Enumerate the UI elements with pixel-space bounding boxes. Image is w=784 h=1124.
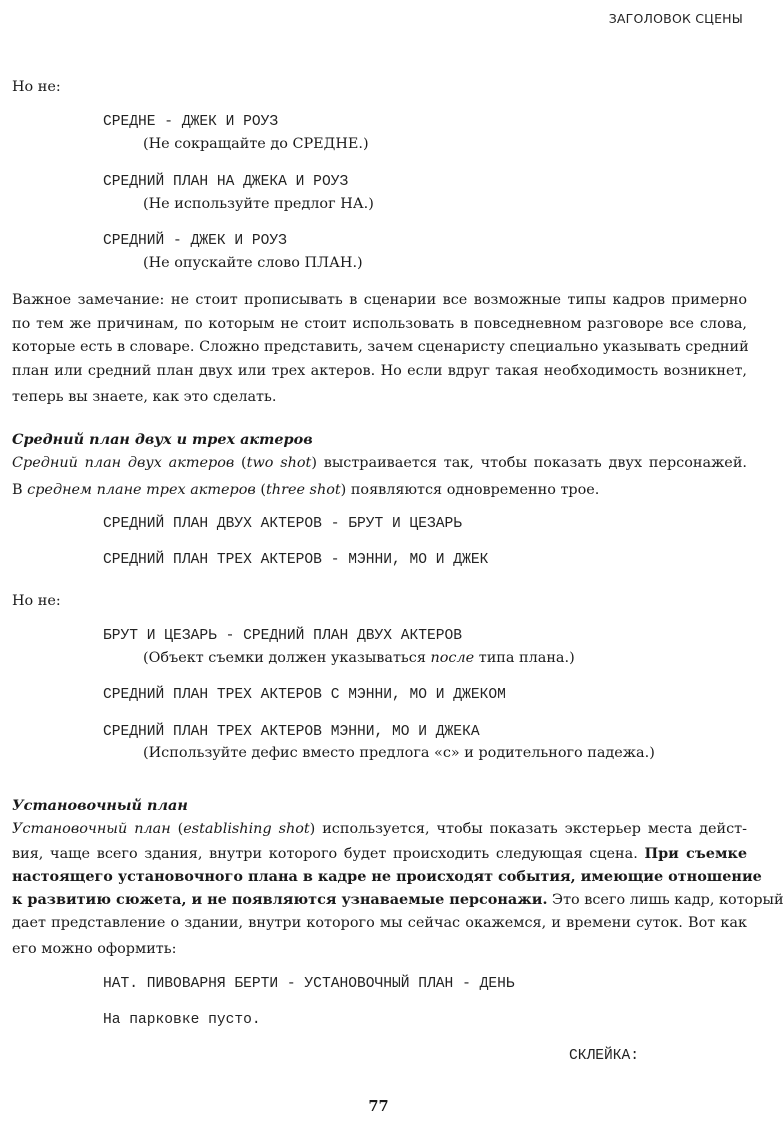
example-code: СРЕДНИЙ - ДЖЕК И РОУЗ	[103, 233, 287, 249]
paragraph-line	[12, 891, 784, 908]
paragraph-line	[12, 455, 747, 471]
example-note: (Используйте дефис вместо предлога «с» и родительного падежа.)	[143, 745, 655, 761]
english-term: establishing shot	[183, 821, 310, 837]
section-heading: Установочный план	[12, 797, 188, 814]
example-code: СРЕДНИЙ ПЛАН ТРЕХ АКТЕРОВ С МЭННИ, МО И ДЖЕКОМ	[103, 687, 506, 703]
example-code: СРЕДНЕ - ДЖЕК И РОУЗ	[103, 114, 279, 130]
paragraph-line: по тем же причинам, по которым не стоит использовать в повседневном разговоре все слова,	[12, 316, 747, 332]
text: Это всего лишь кадр, который	[547, 892, 784, 908]
example-code: СРЕДНИЙ ПЛАН ТРЕХ АКТЕРОВ МЭННИ, МО И ДЖЕКА	[103, 724, 480, 740]
but-not-label: Но не:	[12, 593, 61, 609]
example-note: (Не сокращайте до СРЕДНЕ.)	[143, 136, 369, 152]
text: (	[255, 482, 267, 498]
paragraph-line: теперь вы знаете, как это сделать.	[12, 389, 277, 405]
paragraph-line	[12, 821, 747, 837]
bold-text: При съемке	[644, 845, 747, 862]
text: типа плана.)	[474, 650, 575, 666]
emphasis: после	[430, 650, 475, 666]
english-term: two shot	[246, 455, 312, 471]
but-not-label: Но не:	[12, 79, 61, 95]
running-head: ЗАГОЛОВОК СЦЕНЫ	[608, 11, 743, 26]
example-code: СРЕДНИЙ ПЛАН ТРЕХ АКТЕРОВ - МЭННИ, МО И ДЖЕК	[103, 552, 489, 568]
example-note: (Не опускайте слово ПЛАН.)	[143, 255, 363, 271]
bold-text: настоящего установочного плана в кадре не происходят события, имеющие отношение	[12, 868, 762, 885]
section-heading: Средний план двух и трех актеров	[12, 431, 313, 448]
paragraph-line: которые есть в словаре. Сложно представить, зачем сценаристу специально указывать средний	[12, 339, 749, 355]
paragraph-line: Важное замечание: не стоит прописывать в сценарии все возможные типы кадров примерно	[12, 292, 747, 308]
english-term: three shot	[266, 482, 341, 498]
paragraph-line	[12, 868, 762, 885]
text: ) выстраивается так, чтобы показать двух персонажей.	[311, 455, 747, 471]
paragraph-line: план или средний план двух или трех актеров. Но если вдруг такая необходимость возникнет,	[12, 363, 747, 379]
page-number: 77	[368, 1098, 389, 1115]
example-code: БРУТ И ЦЕЗАРЬ - СРЕДНИЙ ПЛАН ДВУХ АКТЕРОВ	[103, 628, 463, 644]
example-note	[143, 650, 575, 666]
text: (Объект съемки должен указываться	[143, 650, 431, 666]
term: среднем плане трех актеров	[27, 482, 256, 498]
text: (	[170, 821, 184, 837]
text: вия, чаще всего здания, внутри которого будет происходить следующая сцена.	[12, 846, 645, 862]
bold-text: к развитию сюжета, и не появляются узнаваемые персонажи.	[12, 891, 548, 908]
script-transition: СКЛЕЙКА:	[569, 1048, 640, 1064]
text: ) появляются одновременно трое.	[340, 482, 600, 498]
paragraph-line	[12, 845, 747, 862]
script-scene-heading: НАТ. ПИВОВАРНЯ БЕРТИ - УСТАНОВОЧНЫЙ ПЛАН - ДЕНЬ	[103, 976, 515, 992]
paragraph-line: дает представление о здании, внутри которого мы сейчас окажемся, и времени суток. Вот как	[12, 915, 747, 931]
text: В	[12, 482, 28, 498]
text: ) используется, чтобы показать экстерьер места дейст-	[309, 821, 747, 837]
paragraph-line: его можно оформить:	[12, 941, 177, 957]
script-action: На парковке пусто.	[103, 1012, 261, 1028]
example-code: СРЕДНИЙ ПЛАН ДВУХ АКТЕРОВ - БРУТ И ЦЕЗАРЬ	[103, 516, 463, 532]
paragraph-line	[12, 479, 747, 503]
term: Средний план двух актеров	[12, 455, 235, 471]
example-code: СРЕДНИЙ ПЛАН НА ДЖЕКА И РОУЗ	[103, 174, 349, 190]
text: (	[234, 455, 247, 471]
example-note: (Не используйте предлог НА.)	[143, 196, 374, 212]
term: Установочный план	[12, 821, 171, 837]
